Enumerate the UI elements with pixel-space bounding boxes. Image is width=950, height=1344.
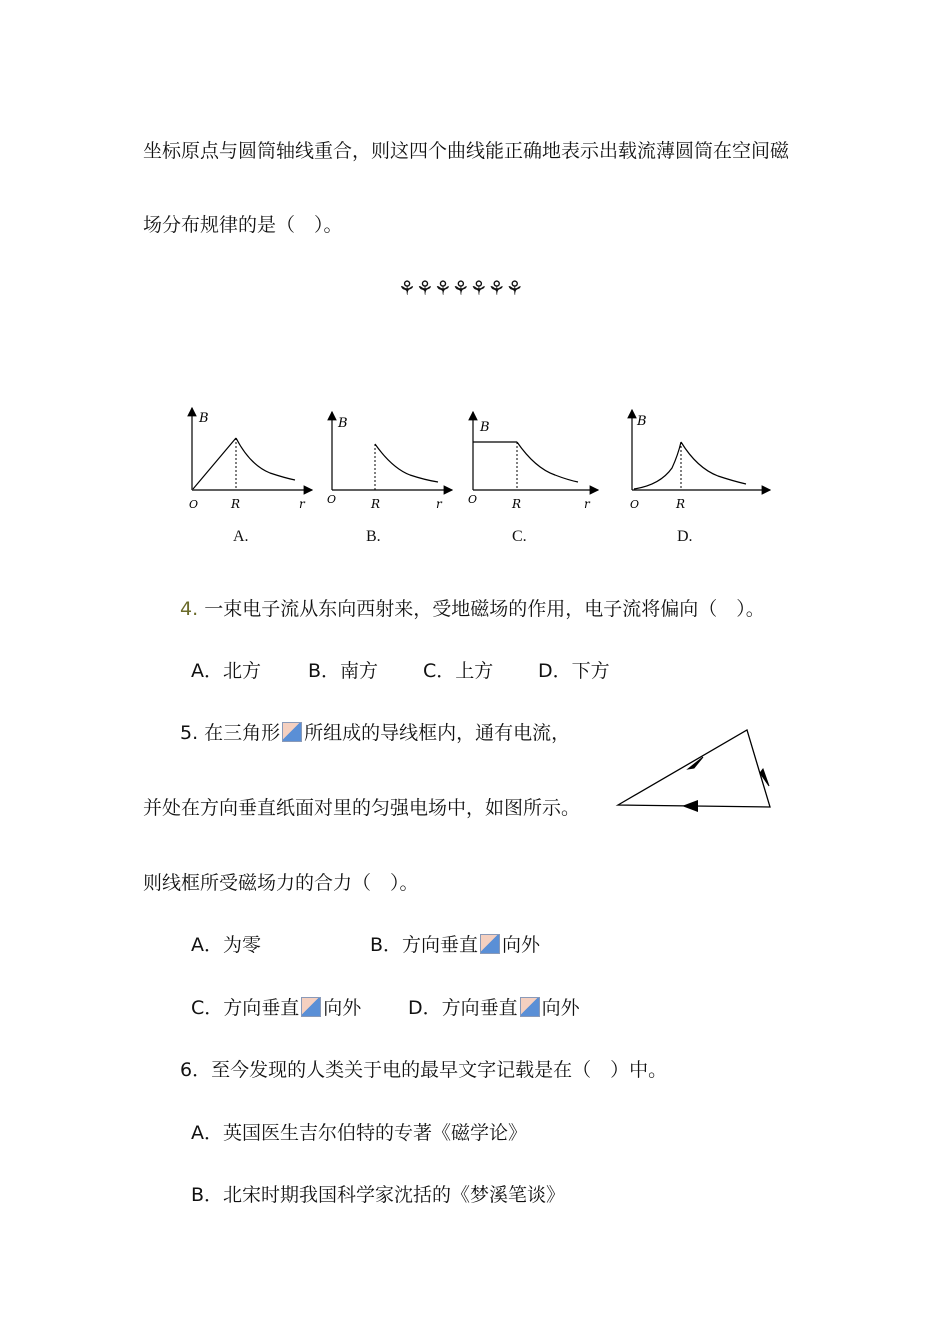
q5-option-c bbox=[191, 996, 361, 1020]
graph-d-tick: R bbox=[676, 497, 686, 511]
graph-c-origin: O bbox=[468, 493, 478, 506]
graph-a-y-label: B bbox=[199, 411, 209, 426]
q5-line-1b: 所组成的导线框内，通有电流， bbox=[304, 722, 571, 744]
broken-image-icon bbox=[282, 722, 302, 742]
graph-b-origin: O bbox=[327, 493, 337, 506]
graph-d-y-label: B bbox=[637, 414, 647, 429]
intro-line-2: 场分布规律的是（ ）。 bbox=[143, 214, 343, 236]
q5-line-3: 则线框所受磁场力的合力（ ）。 bbox=[143, 872, 419, 894]
intro-line-1: 坐标原点与圆筒轴线重合，则这四个曲线能正确地表示出载流薄圆筒在空间磁 bbox=[143, 140, 790, 162]
graph-a-origin: O bbox=[189, 498, 199, 511]
q4-line bbox=[180, 597, 765, 621]
graph-c-y-label: B bbox=[480, 420, 490, 435]
q5-option-c-a: C．方向垂直 bbox=[191, 997, 300, 1019]
broken-image-icon bbox=[480, 934, 500, 954]
q4-text: 一束电子流从东向西射来，受地磁场的作用，电子流将偏向（ ）。 bbox=[204, 598, 765, 620]
q5-line-2: 并处在方向垂直纸面对里的匀强电场中，如图所示。 bbox=[143, 797, 581, 819]
q4-option-d: D．下方 bbox=[538, 660, 610, 682]
caption-c: C. bbox=[512, 528, 527, 545]
ornament-row: ⚘⚘⚘⚘⚘⚘⚘ bbox=[398, 276, 524, 300]
graph-b-y-label: B bbox=[338, 416, 348, 431]
caption-d: D. bbox=[677, 528, 693, 545]
graphs-figure bbox=[0, 400, 950, 600]
graph-a-x-label: r bbox=[299, 497, 305, 511]
q5-option-d bbox=[408, 996, 580, 1020]
broken-image-icon bbox=[301, 997, 321, 1017]
graph-b-x-label: r bbox=[436, 497, 442, 511]
q5-option-d-b: 向外 bbox=[541, 997, 580, 1019]
graph-a-tick: R bbox=[231, 497, 241, 511]
graph-c-tick: R bbox=[512, 497, 522, 511]
q4-number: 4. bbox=[180, 598, 199, 620]
graph-d-origin: O bbox=[630, 498, 640, 511]
broken-image-icon bbox=[520, 997, 540, 1017]
caption-a: A. bbox=[233, 528, 249, 545]
q4-option-c: C．上方 bbox=[423, 660, 494, 682]
q4-option-a: A．北方 bbox=[191, 660, 261, 682]
q5-option-b-a: B．方向垂直 bbox=[370, 934, 479, 956]
q5-line-1 bbox=[180, 721, 570, 745]
q5-option-a: A．为零 bbox=[191, 934, 261, 956]
graph-c-x-label: r bbox=[584, 497, 590, 511]
q5-option-d-a: D．方向垂直 bbox=[408, 997, 518, 1019]
graph-d bbox=[630, 410, 770, 511]
q6-line: 6．至今发现的人类关于电的最早文字记载是在（ ）中。 bbox=[180, 1059, 668, 1081]
q5-option-c-b: 向外 bbox=[323, 997, 362, 1019]
q5-line-1a: 5. 在三角形 bbox=[180, 722, 281, 744]
graph-c bbox=[468, 412, 598, 511]
graph-a bbox=[189, 408, 312, 511]
q6-option-a: A．英国医生吉尔伯特的专著《磁学论》 bbox=[191, 1122, 527, 1144]
graph-b-tick: R bbox=[371, 497, 381, 511]
q5-option-b-b: 向外 bbox=[502, 934, 541, 956]
q4-option-b: B．南方 bbox=[308, 660, 379, 682]
q6-option-b: B．北宋时期我国科学家沈括的《梦溪笔谈》 bbox=[191, 1184, 566, 1206]
caption-b: B. bbox=[366, 528, 381, 545]
q5-option-b bbox=[370, 933, 540, 957]
triangle-figure bbox=[610, 720, 810, 830]
graph-b bbox=[327, 412, 452, 511]
